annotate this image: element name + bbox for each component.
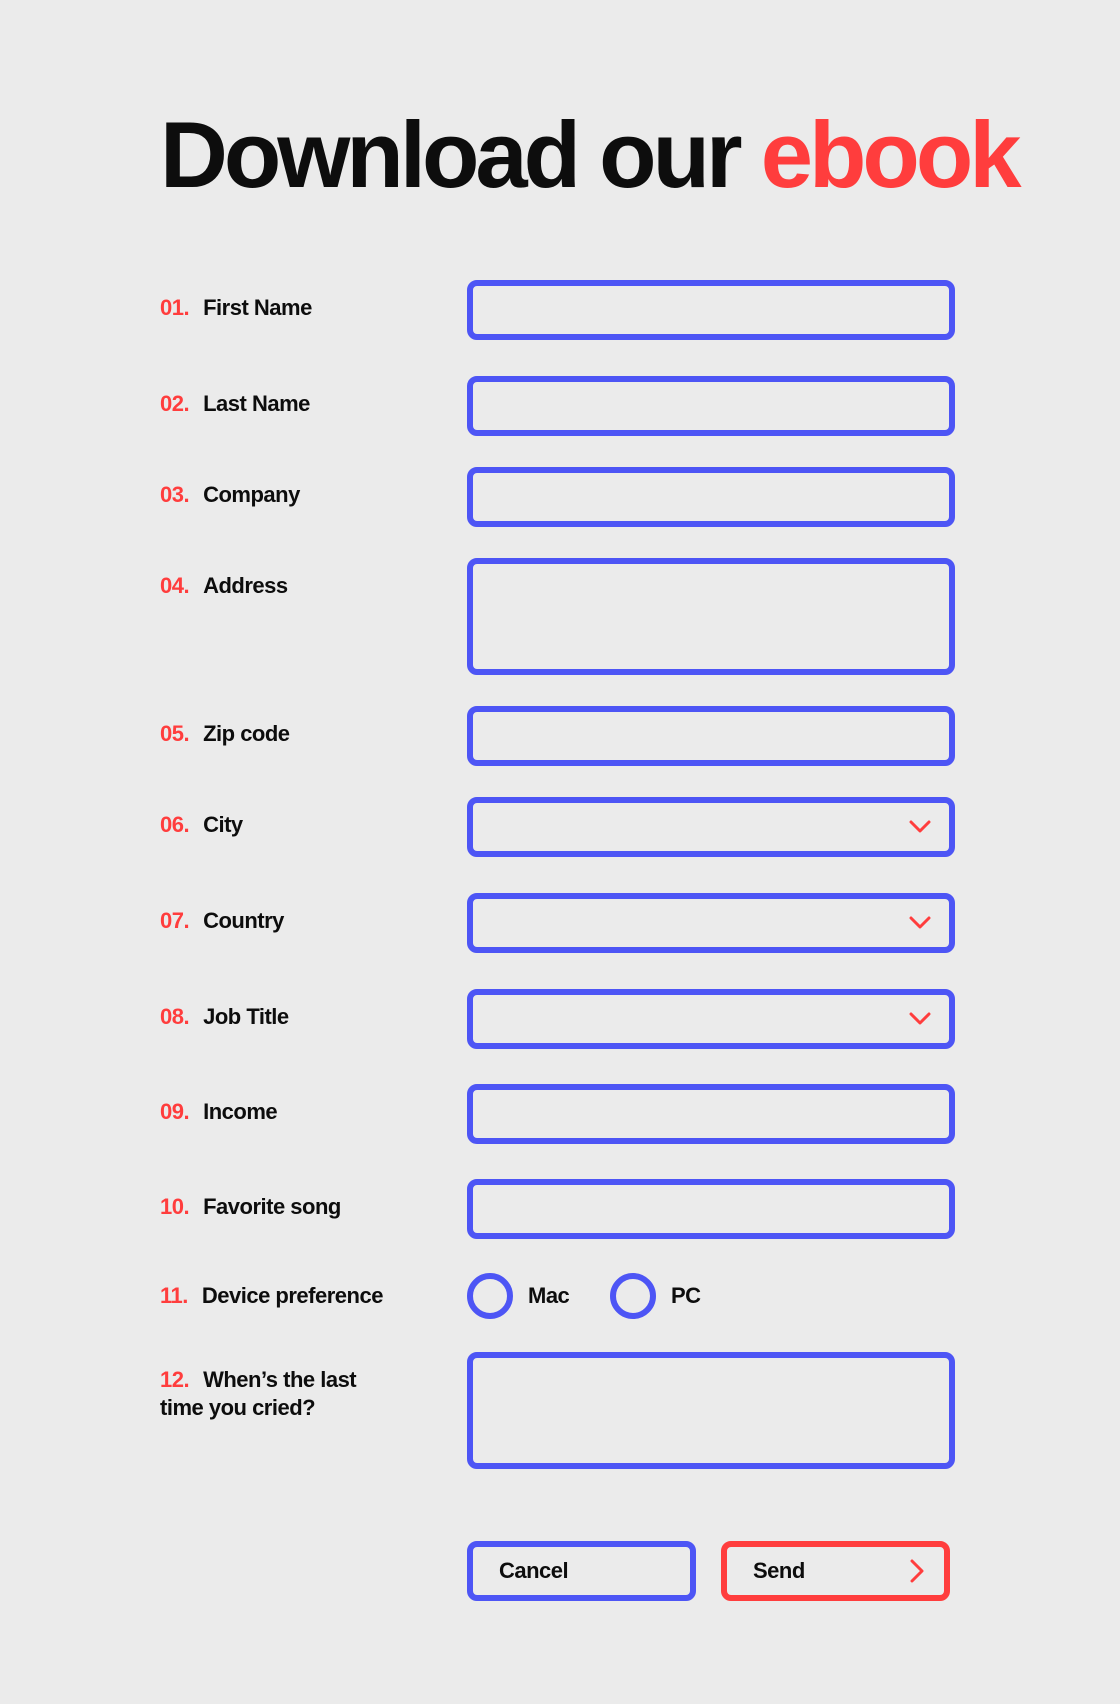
radio-label-pc: PC: [671, 1283, 701, 1308]
field-number: 05.: [160, 721, 190, 746]
city-select[interactable]: [467, 797, 955, 857]
field-label-last-name: [160, 390, 310, 418]
radio-label-mac: Mac: [528, 1283, 570, 1308]
field-label-country: [160, 907, 284, 935]
field-label-favorite-song: [160, 1193, 341, 1221]
field-number: 11.: [160, 1283, 188, 1308]
title-prefix: Download our: [160, 102, 739, 207]
cancel-button-label: Cancel: [499, 1558, 569, 1583]
field-number: 03.: [160, 482, 190, 507]
field-label-text: Company: [203, 482, 300, 507]
field-number: 06.: [160, 812, 190, 837]
last-name-input[interactable]: [467, 376, 955, 436]
field-number: 07.: [160, 908, 190, 933]
chevron-down-icon: [909, 820, 931, 834]
field-label-text: Favorite song: [203, 1194, 341, 1219]
field-number: 12.: [160, 1367, 190, 1392]
field-number: 02.: [160, 391, 190, 416]
radio-pc[interactable]: [610, 1273, 656, 1319]
field-label-text: Last Name: [203, 391, 310, 416]
field-label-income: [160, 1098, 277, 1126]
last-cried-textarea[interactable]: [467, 1352, 955, 1469]
send-button-label: Send: [753, 1558, 805, 1583]
field-label-text: First Name: [203, 295, 312, 320]
field-number: 04.: [160, 573, 190, 598]
field-label-text: Zip code: [203, 721, 290, 746]
field-label-text: Country: [203, 908, 284, 933]
company-input[interactable]: [467, 467, 955, 527]
field-label-company: [160, 481, 300, 509]
field-number: 10.: [160, 1194, 190, 1219]
send-button[interactable]: [721, 1541, 950, 1601]
chevron-down-icon: [909, 916, 931, 930]
field-number: 01.: [160, 295, 190, 320]
country-select[interactable]: [467, 893, 955, 953]
field-label-last-cried: [160, 1366, 390, 1422]
cancel-button[interactable]: [467, 1541, 696, 1601]
field-label-zip-code: [160, 720, 290, 748]
field-label-text: Device preference: [201, 1283, 383, 1308]
favorite-song-input[interactable]: [467, 1179, 955, 1239]
field-number: 09.: [160, 1099, 190, 1124]
field-label-first-name: [160, 294, 312, 322]
income-input[interactable]: [467, 1084, 955, 1144]
field-label-city: [160, 811, 243, 839]
radio-mac[interactable]: [467, 1273, 513, 1319]
field-label-device-preference: [160, 1282, 383, 1310]
field-label-text: Job Title: [203, 1004, 289, 1029]
field-label-text: Income: [203, 1099, 278, 1124]
chevron-down-icon: [909, 1012, 931, 1026]
field-label-text: Address: [203, 573, 288, 598]
field-label-address: [160, 572, 288, 600]
field-label-text: City: [203, 812, 243, 837]
zip-code-input[interactable]: [467, 706, 955, 766]
chevron-right-icon: [910, 1559, 924, 1583]
title-accent: ebook: [760, 102, 1018, 207]
field-label-job-title: [160, 1003, 289, 1031]
address-textarea[interactable]: [467, 558, 955, 675]
first-name-input[interactable]: [467, 280, 955, 340]
field-label-text: When’s the last time you cried?: [160, 1367, 357, 1420]
page-title: [160, 102, 1018, 207]
field-number: 08.: [160, 1004, 190, 1029]
job-title-select[interactable]: [467, 989, 955, 1049]
